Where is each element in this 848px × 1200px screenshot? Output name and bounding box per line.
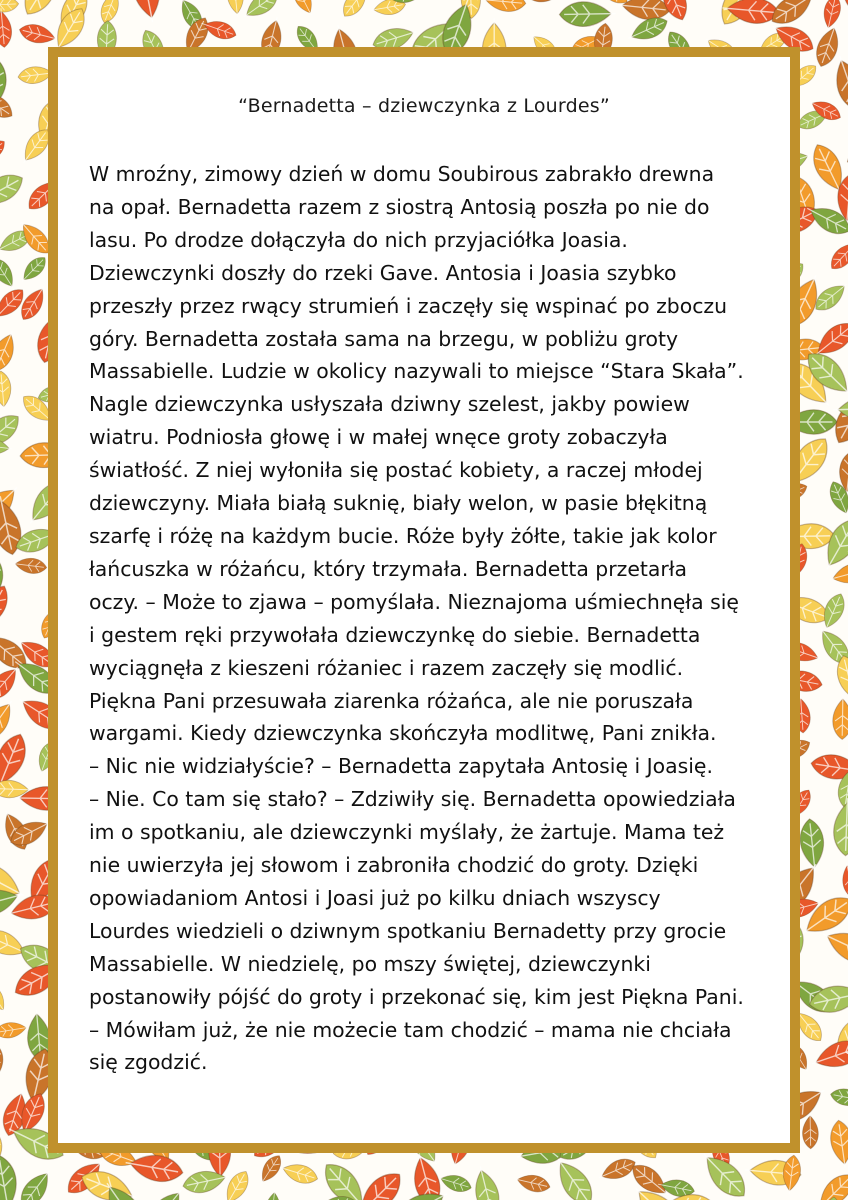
story-line: się zgodzić. [89, 1050, 208, 1075]
story-line: – Nie. Co tam się stało? – Zdziwiły się. Bernadetta opowiedziała [89, 787, 736, 812]
story-line: oczy. – Może to zjawa – pomyślała. Nieznajoma uśmiechnęła się [89, 589, 739, 614]
leaf-icon [0, 7, 13, 48]
leaf-icon [820, 0, 843, 32]
leaf-icon [596, 1154, 639, 1185]
story-line: Massabielle. W niedzielę, po mszy świętej, dziewczynki [89, 951, 651, 976]
leaf-icon [0, 328, 21, 375]
leaf-icon [513, 1171, 552, 1195]
story-line: – Nic nie widziałyście? – Bernadetta zapytała Antosię i Joasię. [89, 754, 713, 779]
story-line: Massabielle. Ludzie w okolicy nazywali to miejsce “Stara Skała”. [89, 359, 744, 384]
story-line: Lourdes wiedzieli o dziwnym spotkaniu Bernadetty przy grocie [89, 918, 727, 943]
story-line: opowiadaniom Antosi i Joasi już po kilku dniach wszyscy [89, 885, 661, 910]
leaf-icon [338, 0, 374, 21]
story-line: lasu. Po drodze dołączyła do nich przyjaciółka Joasia. [89, 227, 628, 252]
leaf-icon [277, 1159, 320, 1187]
leaf-icon [802, 1113, 818, 1149]
story-title: “Bernadetta – dziewczynka z Lourdes” [238, 95, 610, 117]
leaf-icon [0, 979, 11, 1016]
leaf-icon [0, 581, 14, 637]
leaf-icon [0, 168, 28, 215]
leaf-icon [0, 255, 20, 293]
leaf-icon [829, 1086, 848, 1109]
leaf-icon [15, 1165, 57, 1200]
leaf-icon [226, 0, 245, 18]
story-line: Dziewczynki doszły do rzeki Gave. Antosia i Joasia szybko [89, 260, 677, 285]
leaf-icon [766, 0, 821, 31]
story-line: im o spotkaniu, ale dziewczynki myślały, że żartuje. Mama też [89, 820, 725, 845]
story-text [89, 158, 759, 1079]
leaf-icon [559, 1, 616, 27]
leaf-icon [839, 861, 848, 901]
leaf-icon [826, 236, 848, 274]
story-line: Piękna Pani przesuwała ziarenka różańca, ale nie poruszała [89, 688, 694, 713]
leaf-icon [17, 21, 60, 48]
leaf-icon [781, 1154, 803, 1195]
leaf-icon [798, 818, 827, 873]
story-line: i gestem ręki przywołała dziewczynkę do siebie. Bernadetta [89, 622, 701, 647]
leaf-icon [828, 1119, 848, 1169]
story-line: wiatru. Podniosła głowę i w małej wnęce groty zobaczyła [89, 425, 668, 450]
leaf-icon [843, 129, 848, 174]
story-line: nie uwierzyła jej słowom i zabroniła chodzić do groty. Dzięki [89, 853, 699, 878]
leaf-icon [123, 1150, 185, 1185]
leaf-icon [808, 1035, 848, 1075]
leaf-icon [11, 556, 47, 575]
leaf-icon [0, 0, 19, 13]
story-line: – Mówiłam już, że nie możecie tam chodzić – mama nie chciała [89, 1017, 732, 1042]
leaf-icon [832, 695, 848, 739]
page-frame [48, 47, 800, 1153]
story-line: szarfę i różę na każdym bucie. Róże były żółte, takie jak kolor [89, 523, 717, 548]
leaf-icon [129, 0, 165, 25]
leaf-icon [0, 136, 9, 169]
leaf-icon [523, 0, 563, 4]
leaf-icon [0, 1020, 30, 1040]
leaf-icon [264, 1189, 282, 1200]
story-line: wargami. Kiedy dziewczynka skończyła modlitwę, Pani znikła. [89, 721, 717, 746]
leaf-icon [617, 0, 671, 22]
story-line: na opał. Bernadetta razem z siostrą Antosią poszła po nie do [89, 194, 710, 219]
story-line: łańcuszka w różańcu, który trzymała. Bernadetta przetarła [89, 556, 688, 581]
story-line: przeszły przez rwący strumień i zaczęły się wspinać po zboczu [89, 293, 728, 318]
leaf-icon [810, 1168, 848, 1200]
leaf-icon [833, 798, 848, 856]
leaf-icon [436, 1170, 473, 1195]
leaf-icon [481, 0, 526, 13]
leaf-icon [0, 370, 13, 410]
leaf-icon [17, 0, 68, 21]
leaf-icon [142, 1183, 189, 1200]
story-line: postanowiły pójść do groty i przekonać się, kim jest Piękna Pani. [89, 984, 744, 1009]
leaf-icon [17, 253, 50, 287]
leaf-icon [470, 1164, 504, 1200]
story-line: góry. Bernadetta została sama na brzegu, w pobliżu groty [89, 326, 679, 351]
story-line: Nagle dziewczynka usłyszała dziwny szelest, jakby powiew [89, 392, 690, 417]
story-line: światłość. Z niej wyłoniła się postać kobiety, a raczej młodej [89, 458, 703, 483]
leaf-icon [0, 1153, 22, 1200]
story-line: wyciągnęła z kieszeni różaniec i razem zaczęły się modlić. [89, 655, 684, 680]
leaf-icon [290, 0, 318, 19]
leaf-icon [762, 1196, 820, 1200]
leaf-icon [0, 1043, 5, 1086]
story-line: dziewczyny. Miała białą suknię, biały welon, w pasie błękitną [89, 491, 708, 516]
story-line: W mroźny, zimowy dzień w domu Soubirous zabrakło drewna [89, 162, 715, 186]
leaf-icon [97, 0, 124, 25]
